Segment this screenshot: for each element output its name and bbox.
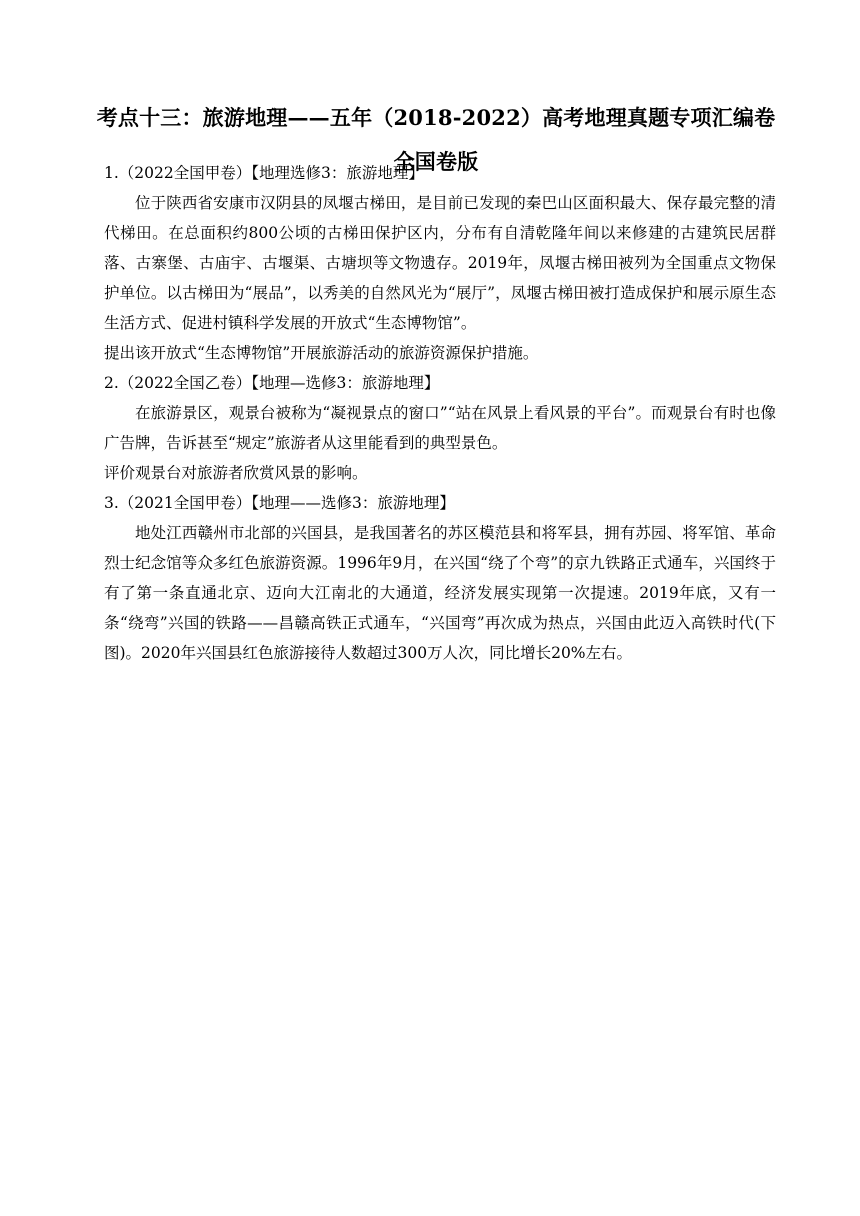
question-passage: 位于陕西省安康市汉阴县的凤堰古梯田，是目前已发现的秦巴山区面积最大、保存最完整的清代梯田。在总面积约800公顷的古梯田保护区内，分布有自清乾隆年间以来修建的古建筑民居群落、古寨堡、古庙宇、古堰渠、古塘坝等文物遗存。2019年，凤堰古梯田被列为全国重点文物保护单位。以古梯田为“展品”，以秀美的自然风光为“展厅”，凤堰古梯田被打造成保护和展示原生态生活方式、促进村镇科学发展的开放式“生态博物馆”。 bbox=[104, 194, 776, 332]
question-task: 评价观景台对旅游者欣赏风景的影响。 bbox=[104, 464, 368, 482]
question-header: 3.（2021全国甲卷）【地理——选修3：旅游地理】 bbox=[104, 494, 455, 512]
question-2 bbox=[104, 368, 776, 488]
question-header: 2.（2022全国乙卷）【地理—选修3：旅游地理】 bbox=[104, 374, 440, 392]
document-title: 考点十三：旅游地理——五年（2018-2022）高考地理真题专项汇编卷 全国卷版 bbox=[96, 105, 776, 174]
question-list bbox=[104, 158, 776, 668]
question-header: 1.（2022全国甲卷）【地理选修3：旅游地理】 bbox=[104, 164, 424, 182]
question-task: 提出该开放式“生态博物馆”开展旅游活动的旅游资源保护措施。 bbox=[104, 344, 539, 362]
question-1 bbox=[104, 158, 776, 368]
question-passage: 地处江西赣州市北部的兴国县，是我国著名的苏区模范县和将军县，拥有苏园、将军馆、革命烈士纪念馆等众多红色旅游资源。1996年9月，在兴国“绕了个弯”的京九铁路正式通车，兴国终于有了第一条直通北京、迈向大江南北的大通道，经济发展实现第一次提速。2019年底，又有一条“绕弯”兴国的铁路——昌赣高铁正式通车，“兴国弯”再次成为热点，兴国由此迈入高铁时代(下图)。2020年兴国县红色旅游接待人数超过300万人次，同比增长20%左右。 bbox=[104, 524, 776, 662]
question-3 bbox=[104, 488, 776, 668]
question-passage: 在旅游景区，观景台被称为“凝视景点的窗口”“站在风景上看风景的平台”。而观景台有时也像广告牌，告诉甚至“规定”旅游者从这里能看到的典型景色。 bbox=[104, 404, 776, 452]
